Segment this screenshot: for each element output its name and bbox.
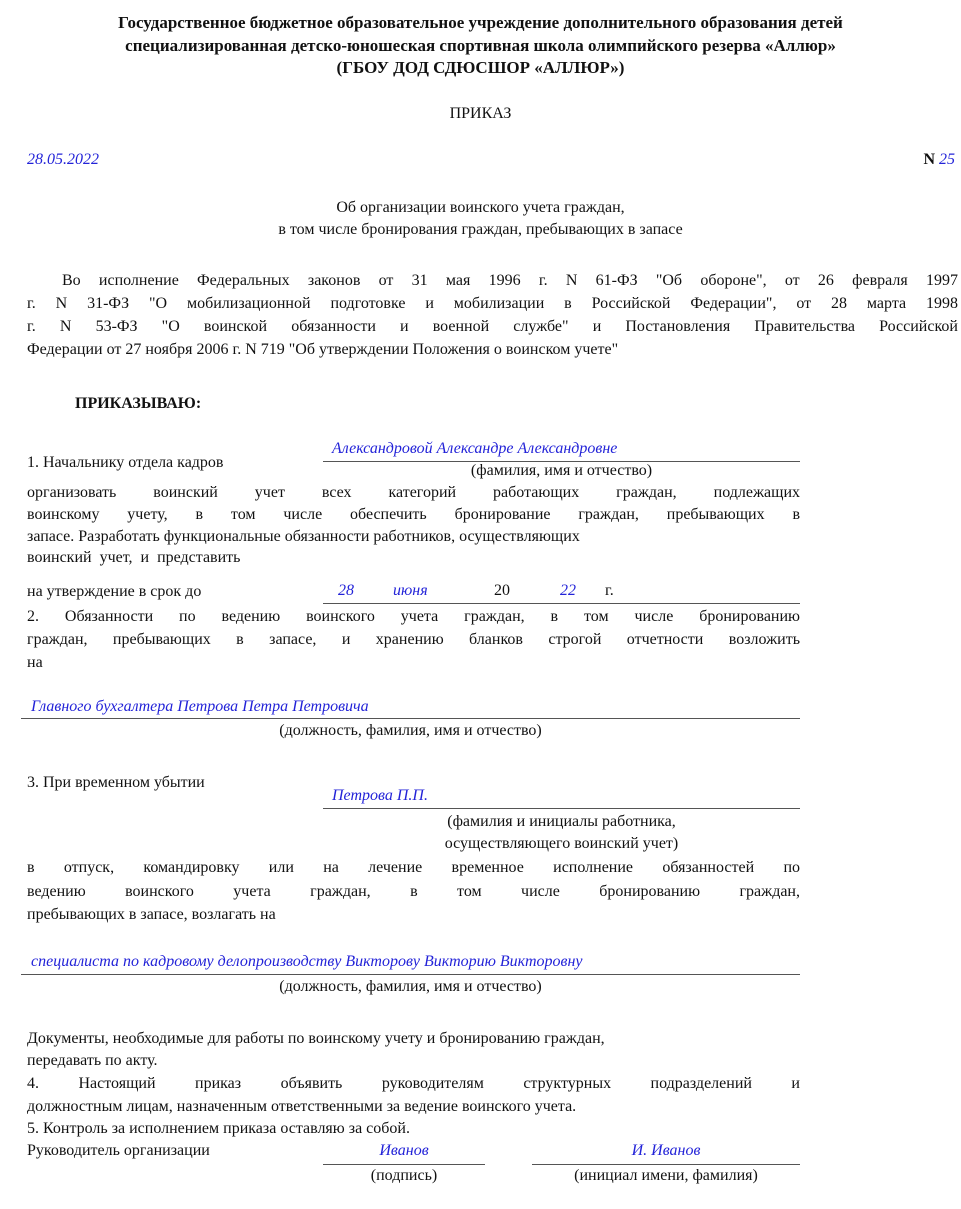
- item1-label: 1. Начальнику отдела кадров: [27, 454, 224, 471]
- subject-line1: Об организации воинского учета граждан,: [336, 199, 625, 216]
- item3-caption-line2: осуществляющего воинский учет): [444, 835, 679, 852]
- item5-text: 5. Контроль за исполнением приказа оставляю за собой.: [27, 1120, 410, 1137]
- preamble-line: Федерации от 27 ноября 2006 г. N 719 "Об утверждении Положения о воинском учете": [27, 341, 619, 358]
- deadline-century: 20: [494, 582, 510, 599]
- preamble-line: г. N 31-ФЗ "О мобилизационной подготовке и мобилизации в Российской Федерации", от 28 марта 1998: [27, 295, 958, 312]
- item3-fill2-name: специалиста по кадровому делопроизводству Викторову Викторию Викторовну: [31, 953, 583, 970]
- order-number: [923, 152, 955, 168]
- item2-caption: (должность, фамилия, имя и отчество): [279, 722, 542, 739]
- deadline-month: июня: [393, 582, 428, 599]
- item1-text-line: воинский учет, и представить: [27, 549, 241, 566]
- item3-text-line: ведению воинского учета граждан, в том числе бронированию граждан,: [27, 883, 800, 900]
- item1-fill-name: Александровой Александре Александровне: [332, 440, 618, 457]
- item2-fill-rule: [21, 718, 800, 719]
- item3-fill-rule: [323, 808, 800, 809]
- deadline-year: 22: [560, 582, 576, 599]
- deadline-label: на утверждение в срок до: [27, 583, 202, 600]
- order-number-value: 25: [939, 151, 955, 168]
- item3-label: 3. При временном убытии: [27, 774, 205, 791]
- preamble-line: г. N 53-ФЗ "О воинской обязанности и военной службе" и Постановления Правительства Российской: [27, 318, 958, 335]
- item1-text-line: организовать воинский учет всех категорий работающих граждан, подлежащих: [27, 484, 800, 501]
- org-name-line1: Государственное бюджетное образовательное учреждение дополнительного образования детей: [118, 13, 843, 32]
- signature-caption: (подпись): [370, 1167, 438, 1184]
- item3-text-line: в отпуск, командировку или на лечение временное исполнение обязанностей по: [27, 859, 800, 876]
- org-short-name: (ГБОУ ДОД СДЮСШОР «АЛЛЮР»): [336, 58, 625, 77]
- name-rule: [532, 1164, 800, 1165]
- item2-text-line: 2. Обязанности по ведению воинского учета граждан, в том числе бронированию: [27, 608, 800, 625]
- documents-text-line: передавать по акту.: [27, 1052, 158, 1069]
- item2-text-line: граждан, пребывающих в запасе, и хранению бланков строгой отчетности возложить: [27, 631, 800, 648]
- item2-text-line: на: [27, 654, 43, 671]
- deadline-year-suffix: г.: [605, 582, 614, 599]
- order-word: ПРИКАЗЫВАЮ:: [75, 395, 202, 412]
- item1-text-line: запасе. Разработать функциональные обязанности работников, осуществляющих: [27, 528, 580, 545]
- name-caption: (инициал имени, фамилия): [574, 1167, 758, 1184]
- item3-text-line: пребывающих в запасе, возлагать на: [27, 906, 276, 923]
- item1-caption: (фамилия, имя и отчество): [470, 462, 653, 479]
- subject-line2: в том числе бронирования граждан, пребывающих в запасе: [278, 221, 683, 238]
- document-type: ПРИКАЗ: [449, 105, 512, 122]
- item4-text-line: 4. Настоящий приказ объявить руководителям структурных подразделений и: [27, 1075, 800, 1092]
- documents-text-line: Документы, необходимые для работы по воинскому учету и бронированию граждан,: [27, 1030, 605, 1047]
- order-date: 28.05.2022: [27, 151, 99, 168]
- deadline-rule: [323, 603, 800, 604]
- item3-caption-line1: (фамилия и инициалы работника,: [447, 813, 676, 830]
- signature-rule: [323, 1164, 485, 1165]
- org-name-line2: специализированная детско-юношеская спортивная школа олимпийского резерва «Аллюр»: [125, 36, 836, 55]
- deadline-day: 28: [338, 582, 354, 599]
- item3-fill2-rule: [21, 974, 800, 975]
- preamble-line: Во исполнение Федеральных законов от 31 мая 1996 г. N 61-ФЗ "Об обороне", от 26 февраля 1997: [62, 272, 958, 289]
- item4-text-line: должностным лицам, назначенным ответственными за ведение воинского учета.: [27, 1098, 577, 1115]
- item1-text-line: воинскому учету, в том числе обеспечить бронирование граждан, пребывающих в: [27, 506, 800, 523]
- signature-fill: Иванов: [379, 1142, 429, 1159]
- name-fill: И. Иванов: [631, 1142, 701, 1159]
- order-number-prefix: N: [923, 151, 935, 168]
- item2-fill-name: Главного бухгалтера Петрова Петра Петровича: [31, 698, 369, 715]
- item3-caption2: (должность, фамилия, имя и отчество): [279, 978, 542, 995]
- item3-fill-name: Петрова П.П.: [332, 787, 428, 804]
- signature-label: Руководитель организации: [27, 1142, 210, 1159]
